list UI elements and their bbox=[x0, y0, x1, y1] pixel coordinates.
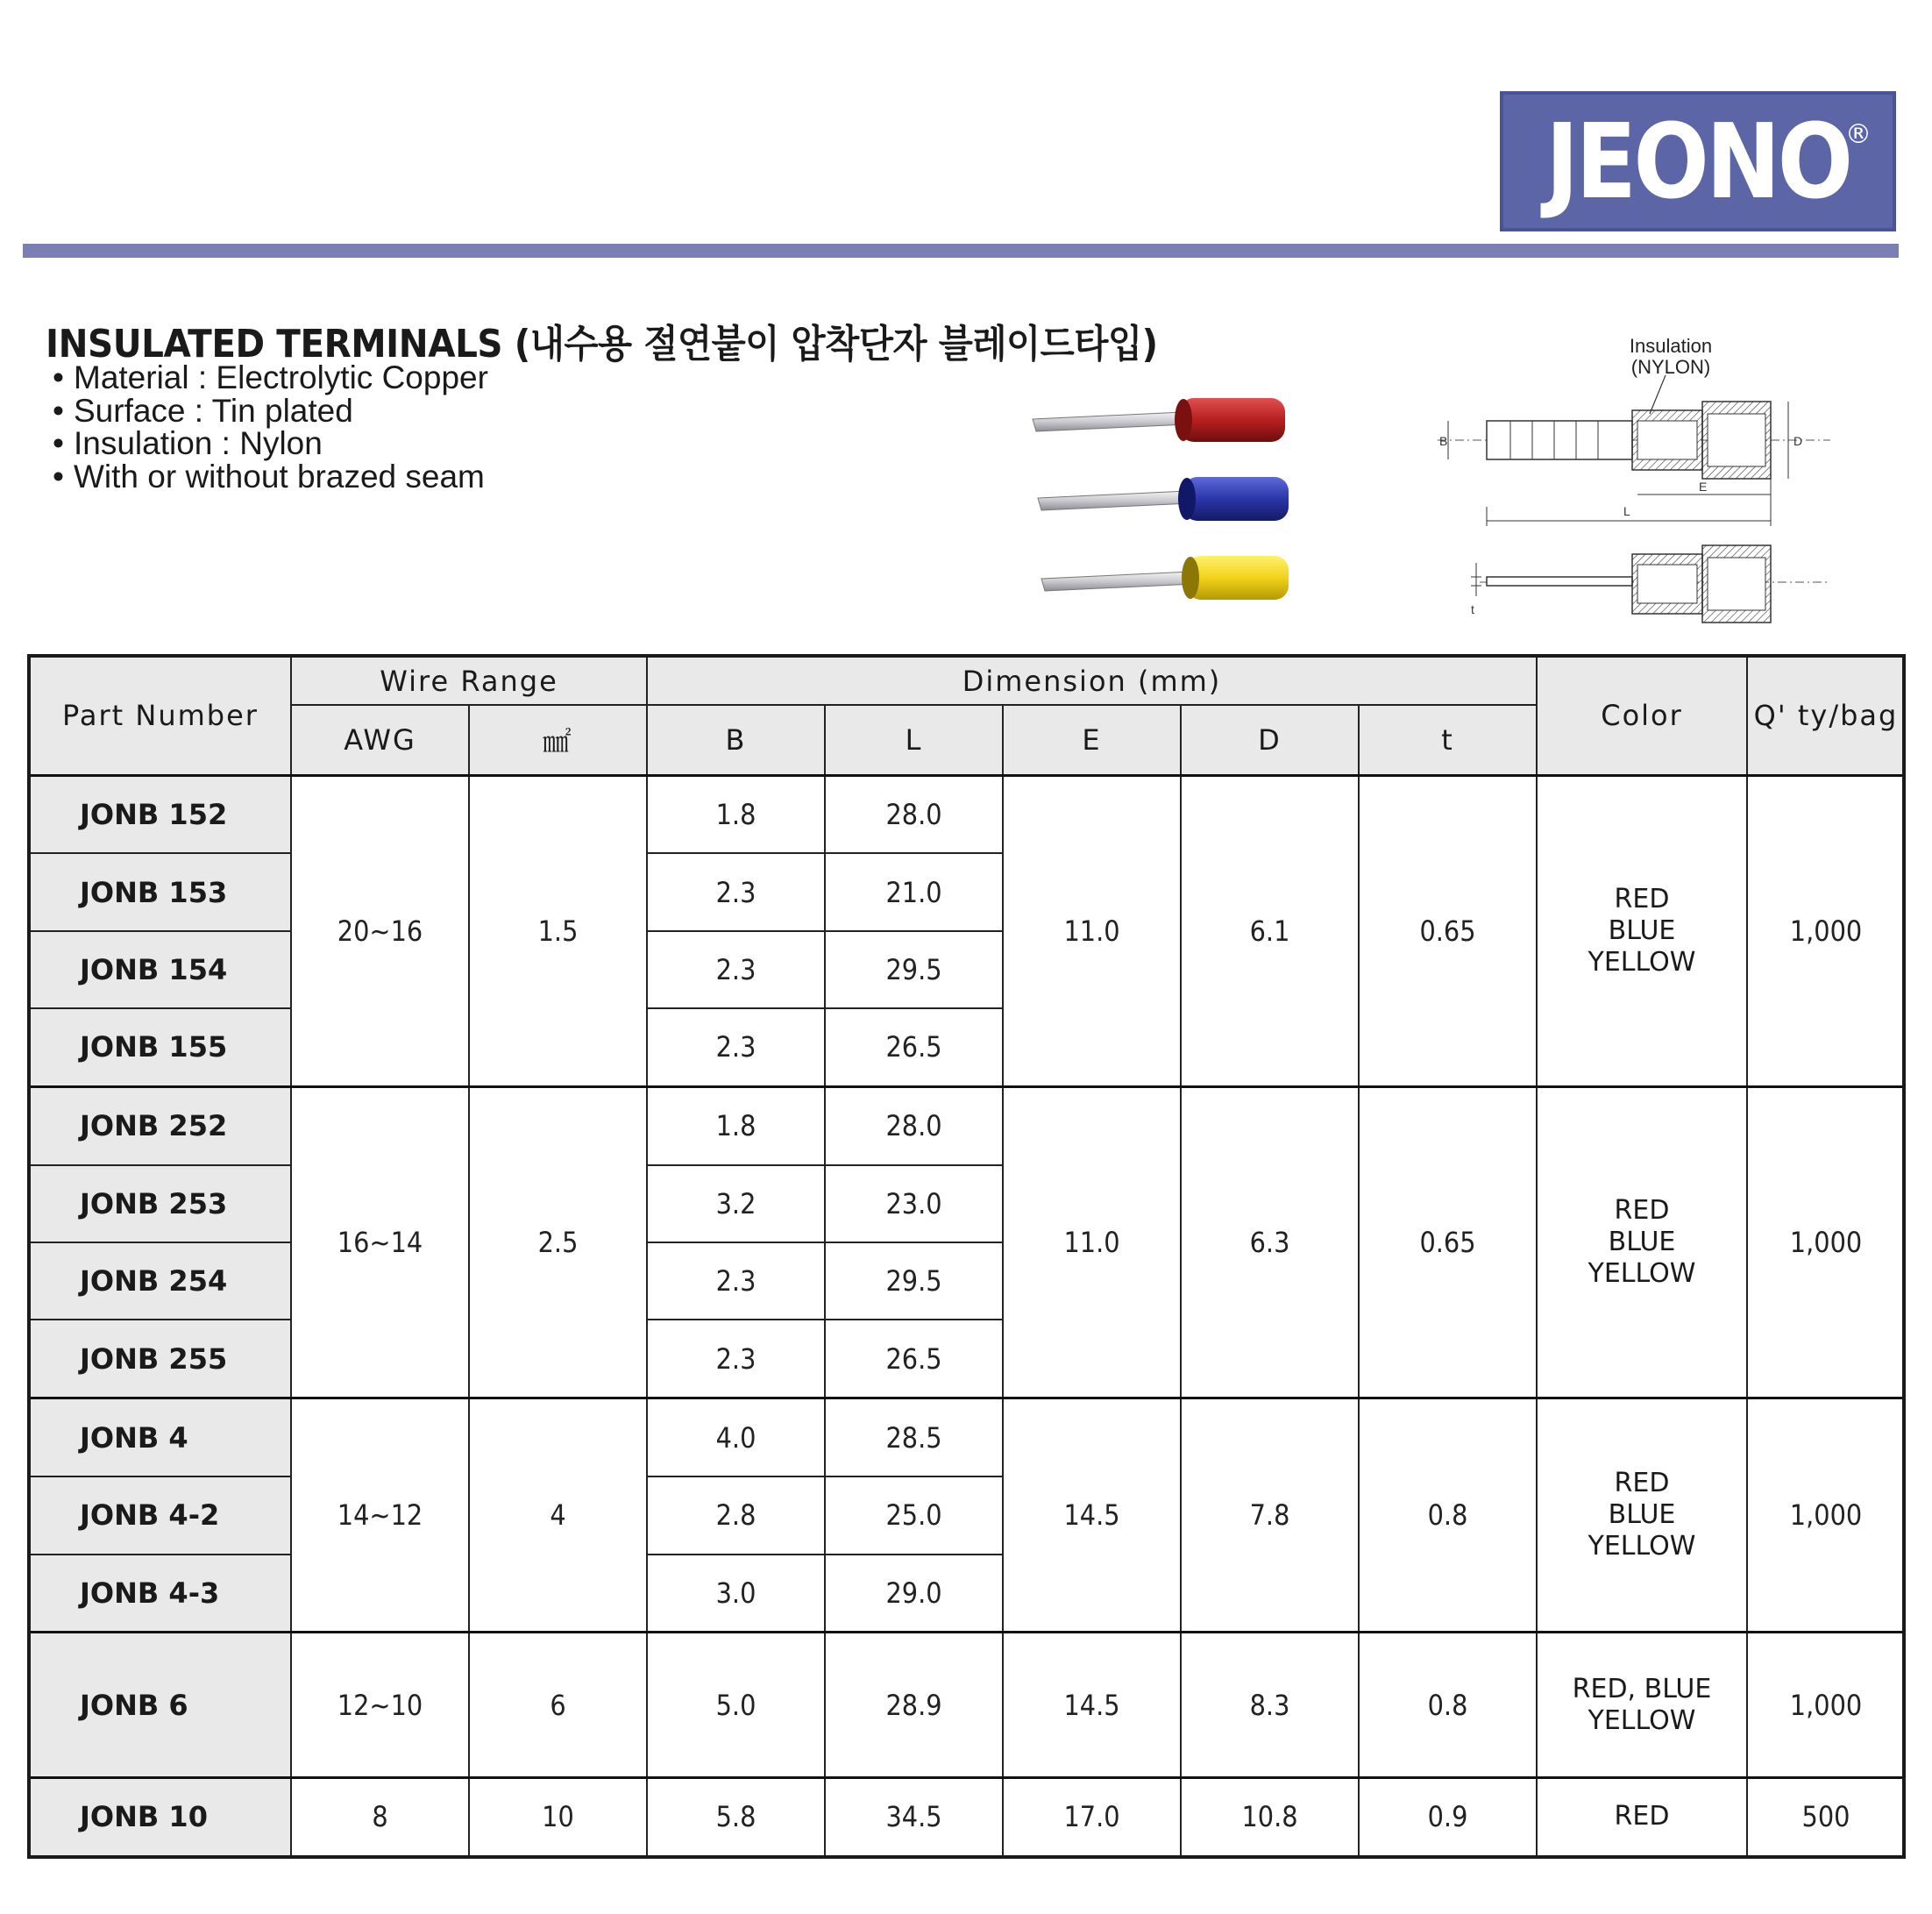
t-cell: 0.8 bbox=[1367, 1398, 1528, 1633]
t-cell: 0.9 bbox=[1367, 1777, 1528, 1856]
color-line: RED bbox=[1614, 1195, 1670, 1227]
l-cell: 28.5 bbox=[834, 1398, 994, 1476]
header-mm2: ㎟ bbox=[469, 705, 647, 775]
top-view bbox=[1438, 402, 1830, 526]
table-row bbox=[30, 1086, 1905, 1164]
header-b: B bbox=[647, 705, 825, 775]
d-cell: 7.8 bbox=[1190, 1398, 1350, 1633]
b-cell: 2.3 bbox=[656, 1242, 816, 1320]
header-awg: AWG bbox=[291, 705, 469, 775]
header-divider bbox=[23, 244, 1899, 258]
awg-cell: 16~14 bbox=[300, 1086, 460, 1398]
b-cell: 5.8 bbox=[656, 1777, 816, 1856]
part-number: JONB 252 bbox=[30, 1086, 291, 1164]
color-cell bbox=[1537, 1777, 1747, 1856]
table-row bbox=[30, 1777, 1905, 1856]
color-line: YELLOW bbox=[1588, 946, 1696, 978]
b-cell: 3.2 bbox=[656, 1165, 816, 1242]
page-title: INSULATED TERMINALS (내수용 절연붙이 압착단자 블레이드타입) bbox=[46, 322, 1158, 366]
dim-t: t bbox=[1471, 602, 1474, 616]
yellow-terminal bbox=[1041, 556, 1289, 600]
header-l: L bbox=[825, 705, 1003, 775]
e-cell: 11.0 bbox=[1012, 1086, 1172, 1398]
d-cell: 10.8 bbox=[1190, 1777, 1350, 1856]
l-cell: 28.9 bbox=[834, 1633, 994, 1778]
brand-name: JEONO bbox=[1545, 101, 1850, 222]
b-cell: 5.0 bbox=[656, 1633, 816, 1778]
t-cell: 0.8 bbox=[1367, 1633, 1528, 1778]
side-view bbox=[1471, 545, 1830, 623]
b-cell: 2.3 bbox=[656, 1320, 816, 1398]
b-cell: 2.3 bbox=[656, 853, 816, 930]
mm2-cell: 1.5 bbox=[478, 775, 638, 1086]
color-line: BLUE bbox=[1608, 1227, 1676, 1258]
l-cell: 21.0 bbox=[834, 853, 994, 930]
l-cell: 29.0 bbox=[834, 1555, 994, 1633]
mm2-cell: 6 bbox=[478, 1633, 638, 1778]
color-cell bbox=[1537, 1633, 1747, 1778]
qty-cell: 500 bbox=[1755, 1777, 1897, 1856]
spec-table bbox=[29, 656, 1906, 1857]
part-number: JONB 253 bbox=[30, 1165, 291, 1242]
awg-cell: 8 bbox=[300, 1777, 460, 1856]
header-t: t bbox=[1359, 705, 1537, 775]
l-cell: 26.5 bbox=[834, 1320, 994, 1398]
b-cell: 2.8 bbox=[656, 1476, 816, 1554]
header-d: D bbox=[1181, 705, 1359, 775]
l-cell: 28.0 bbox=[834, 1086, 994, 1164]
mm2-cell: 10 bbox=[478, 1777, 638, 1856]
d-cell: 8.3 bbox=[1190, 1633, 1350, 1778]
part-number: JONB 4-2 bbox=[30, 1476, 291, 1554]
terminal-photo bbox=[1026, 386, 1306, 623]
b-cell: 2.3 bbox=[656, 931, 816, 1008]
bullet-text: With or without brazed seam bbox=[74, 458, 485, 495]
qty-cell: 1,000 bbox=[1755, 775, 1897, 1086]
color-line: RED bbox=[1614, 1801, 1670, 1832]
l-cell: 29.5 bbox=[834, 1242, 994, 1320]
d-cell: 6.3 bbox=[1190, 1086, 1350, 1398]
insulation-label: Insulation bbox=[1629, 335, 1713, 357]
color-line: BLUE bbox=[1608, 914, 1676, 946]
bullet-item: • Material : Electrolytic Copper bbox=[53, 359, 488, 395]
part-number: JONB 254 bbox=[30, 1242, 291, 1320]
qty-cell: 1,000 bbox=[1755, 1398, 1897, 1633]
t-cell: 0.65 bbox=[1367, 1086, 1528, 1398]
b-cell: 3.0 bbox=[656, 1555, 816, 1633]
b-cell: 1.8 bbox=[656, 775, 816, 853]
e-cell: 14.5 bbox=[1012, 1398, 1172, 1633]
part-number: JONB 152 bbox=[30, 775, 291, 853]
e-cell: 17.0 bbox=[1012, 1777, 1172, 1856]
color-line: YELLOW bbox=[1588, 1258, 1696, 1290]
brand-logo bbox=[1500, 91, 1896, 231]
color-line: BLUE bbox=[1608, 1499, 1676, 1531]
e-cell: 11.0 bbox=[1012, 775, 1172, 1086]
l-cell: 29.5 bbox=[834, 931, 994, 1008]
blue-terminal bbox=[1038, 477, 1289, 521]
b-cell: 4.0 bbox=[656, 1398, 816, 1476]
color-line: RED bbox=[1614, 883, 1670, 914]
l-cell: 28.0 bbox=[834, 775, 994, 853]
l-cell: 25.0 bbox=[834, 1476, 994, 1554]
table-row bbox=[30, 775, 1905, 853]
spec-bullets bbox=[53, 361, 488, 493]
header-e: E bbox=[1003, 705, 1181, 775]
dimension-drawing bbox=[1427, 333, 1839, 631]
awg-cell: 20~16 bbox=[300, 775, 460, 1086]
part-number: JONB 6 bbox=[30, 1633, 291, 1778]
color-line: YELLOW bbox=[1588, 1531, 1696, 1562]
dim-b: B bbox=[1439, 434, 1448, 448]
b-cell: 1.8 bbox=[656, 1086, 816, 1164]
nylon-label: (NYLON) bbox=[1630, 356, 1711, 378]
d-cell: 6.1 bbox=[1190, 775, 1350, 1086]
dim-e: E bbox=[1699, 480, 1708, 494]
color-cell bbox=[1537, 775, 1747, 1086]
part-number: JONB 10 bbox=[30, 1777, 291, 1856]
part-number: JONB 4-3 bbox=[30, 1555, 291, 1633]
mm2-cell: 4 bbox=[478, 1398, 638, 1633]
part-number: JONB 255 bbox=[30, 1320, 291, 1398]
t-cell: 0.65 bbox=[1367, 775, 1528, 1086]
part-number: JONB 4 bbox=[30, 1398, 291, 1476]
color-line: RED, BLUE bbox=[1572, 1673, 1712, 1704]
header-wire-range: Wire Range bbox=[291, 657, 647, 705]
qty-cell: 1,000 bbox=[1755, 1086, 1897, 1398]
bullet-item: • Surface : Tin plated bbox=[53, 392, 353, 429]
color-cell bbox=[1537, 1398, 1747, 1633]
e-cell: 14.5 bbox=[1012, 1633, 1172, 1778]
bullet-item: • Insulation : Nylon bbox=[53, 425, 323, 461]
dim-d: D bbox=[1793, 434, 1803, 448]
color-line: YELLOW bbox=[1588, 1704, 1696, 1736]
awg-cell: 14~12 bbox=[300, 1398, 460, 1633]
red-terminal bbox=[1033, 398, 1285, 442]
mm2-cell: 2.5 bbox=[478, 1086, 638, 1398]
header-part-number: Part Number bbox=[30, 657, 291, 775]
l-cell: 23.0 bbox=[834, 1165, 994, 1242]
bullet-text: Surface : Tin plated bbox=[74, 392, 353, 429]
l-cell: 26.5 bbox=[834, 1008, 994, 1086]
bullet-item: • With or without brazed seam bbox=[53, 458, 485, 495]
color-line: RED bbox=[1614, 1468, 1670, 1499]
qty-cell: 1,000 bbox=[1755, 1633, 1897, 1778]
dim-l: L bbox=[1623, 504, 1630, 518]
table-row bbox=[30, 1633, 1905, 1778]
bullet-text: Insulation : Nylon bbox=[74, 425, 323, 461]
awg-cell: 12~10 bbox=[300, 1633, 460, 1778]
color-cell bbox=[1537, 1086, 1747, 1398]
header-dimension: Dimension (mm) bbox=[647, 657, 1537, 705]
header-color: Color bbox=[1537, 657, 1747, 775]
part-number: JONB 153 bbox=[30, 853, 291, 930]
b-cell: 2.3 bbox=[656, 1008, 816, 1086]
part-number: JONB 155 bbox=[30, 1008, 291, 1086]
part-number: JONB 154 bbox=[30, 931, 291, 1008]
l-cell: 34.5 bbox=[834, 1777, 994, 1856]
registered-mark: ® bbox=[1845, 119, 1872, 150]
header-qty: Q' ty/bag bbox=[1747, 657, 1905, 775]
table-row bbox=[30, 1398, 1905, 1476]
bullet-text: Material : Electrolytic Copper bbox=[74, 359, 488, 395]
